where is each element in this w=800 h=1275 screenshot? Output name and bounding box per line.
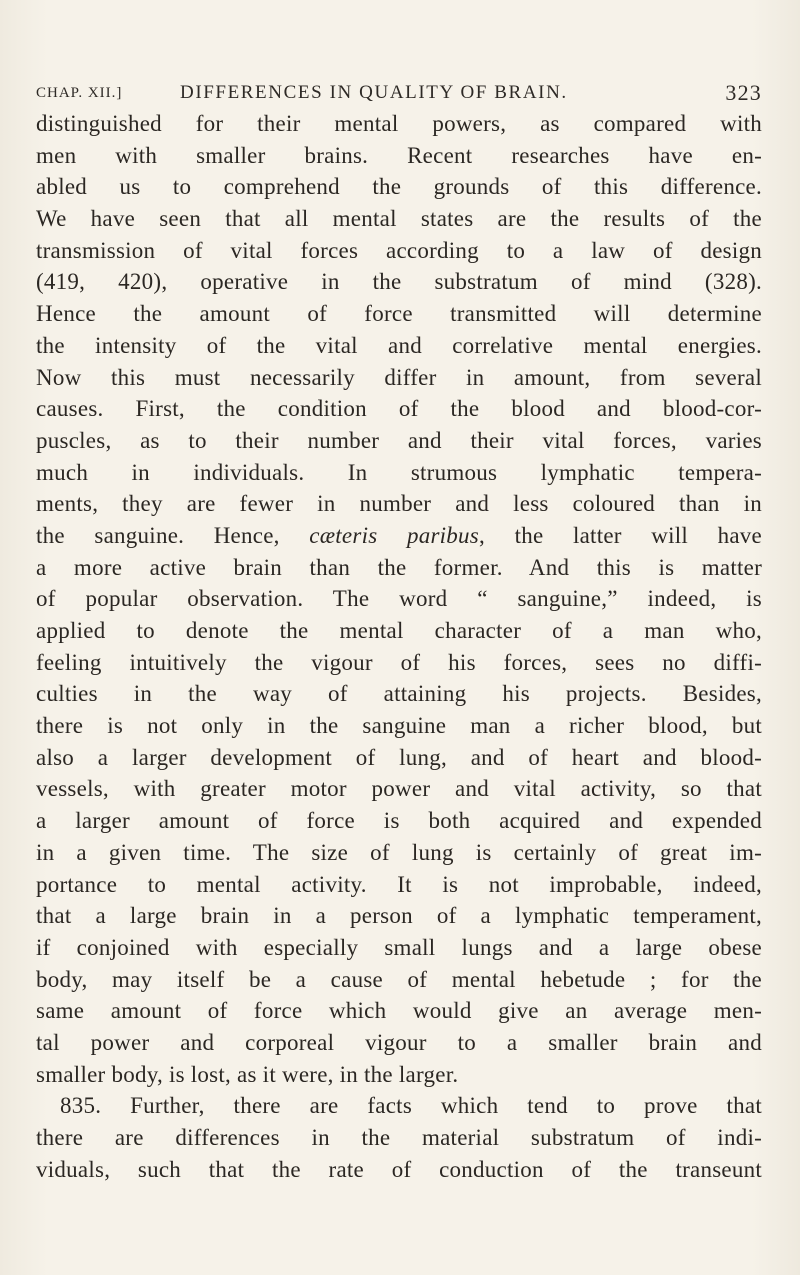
text-line: puscles, as to their number and their vital forces, varies bbox=[36, 427, 762, 453]
text-line: a larger amount of force is both acquired and expended bbox=[36, 808, 762, 834]
text-segment: the sanguine. Hence, bbox=[36, 522, 310, 548]
text-line: We have seen that all mental states are the results of the bbox=[36, 206, 762, 232]
text-line: vessels, with greater motor power and vital activity, so that bbox=[36, 776, 762, 802]
text-line: much in individuals. In strumous lymphatic tempera- bbox=[36, 459, 762, 485]
text-line: culties in the way of attaining his projects. Besides, bbox=[36, 681, 762, 707]
text-line: abled us to comprehend the grounds of this difference. bbox=[36, 174, 762, 200]
text-line: causes. First, the condition of the blood and blood-cor- bbox=[36, 396, 762, 422]
text-line: there is not only in the sanguine man a richer blood, but bbox=[36, 713, 762, 739]
text-line: body, may itself be a cause of mental hebetude ; for the bbox=[36, 966, 762, 992]
text-line: applied to denote the mental character of a man who, bbox=[36, 618, 762, 643]
page-number: 323 bbox=[725, 80, 762, 105]
text-line: of popular observation. The word “ sanguine,” indeed, is bbox=[36, 586, 762, 612]
text-line: (419, 420), operative in the substratum of mind (328). bbox=[36, 269, 762, 295]
text-segment: , the latter will have bbox=[479, 522, 762, 548]
section-start-line: 835. Further, there are facts which tend to prove that bbox=[60, 1093, 762, 1119]
text-line: if conjoined with especially small lungs and a large obese bbox=[36, 934, 762, 960]
chapter-label: CHAP. XII.] bbox=[36, 85, 123, 101]
text-line: transmission of vital forces according to a law of design bbox=[36, 237, 762, 263]
text-line: feeling intuitively the vigour of his forces, sees no diffi- bbox=[36, 649, 762, 675]
running-title: DIFFERENCES IN QUALITY OF BRAIN. bbox=[180, 82, 568, 103]
text-line: men with smaller brains. Recent researches have en- bbox=[36, 142, 762, 168]
text-line-with-italic bbox=[36, 520, 762, 552]
text-line: there are differences in the material substratum of indi- bbox=[36, 1125, 762, 1150]
italic-phrase: cæteris paribus bbox=[309, 522, 480, 548]
text-line: Now this must necessarily differ in amount, from several bbox=[36, 364, 762, 390]
text-line: viduals, such that the rate of conduction of the transeunt bbox=[36, 1156, 762, 1182]
text-line: ments, they are fewer in number and less coloured than in bbox=[36, 491, 762, 517]
text-line: distinguished for their mental powers, as compared with bbox=[36, 111, 762, 136]
text-line: a more active brain than the former. And this is matter bbox=[36, 554, 762, 580]
text-line: also a larger development of lung, and of heart and blood- bbox=[36, 744, 762, 770]
text-line: portance to mental activity. It is not improbable, indeed, bbox=[36, 871, 762, 897]
text-line: the intensity of the vital and correlative mental energies. bbox=[36, 332, 762, 358]
text-line: tal power and corporeal vigour to a smaller brain and bbox=[36, 1029, 762, 1055]
body-text bbox=[36, 108, 762, 1185]
text-line: that a large brain in a person of a lymphatic temperament, bbox=[36, 903, 762, 929]
running-head bbox=[36, 82, 762, 106]
text-line: Hence the amount of force transmitted will determine bbox=[36, 301, 762, 327]
text-line: in a given time. The size of lung is certainly of great im- bbox=[36, 839, 762, 865]
text-line: same amount of force which would give an average men- bbox=[36, 998, 762, 1024]
paragraph-end-line: smaller body, is lost, as it were, in the larger. bbox=[36, 1061, 459, 1087]
